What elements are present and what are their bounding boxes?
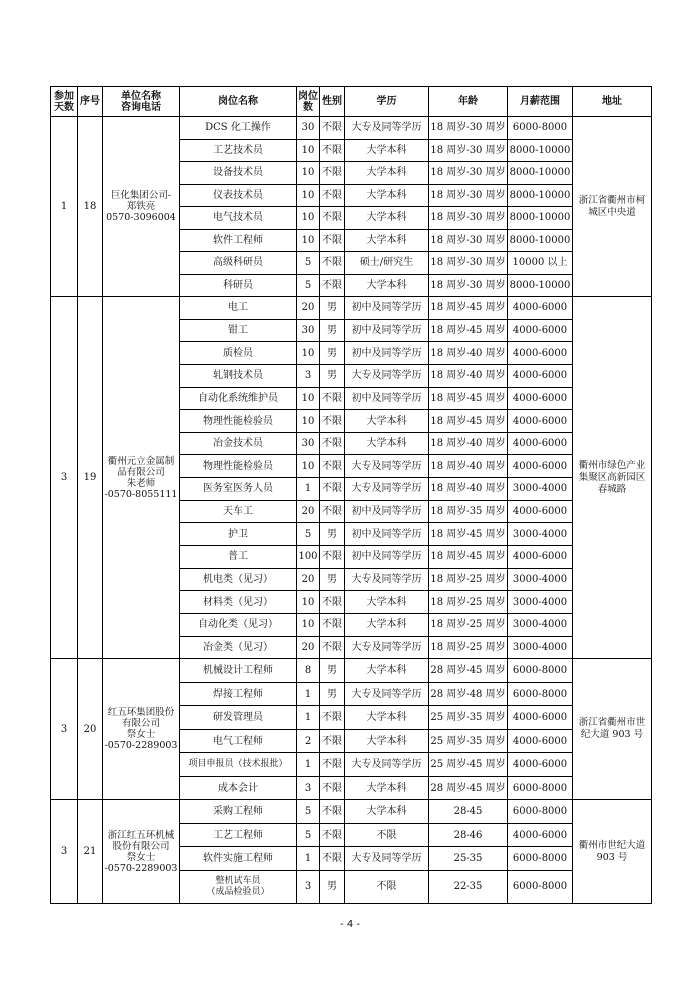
count-cell: 30 <box>297 432 320 455</box>
header-address: 地址 <box>573 87 652 117</box>
age-cell: 18 周岁-25 周岁 <box>429 568 508 591</box>
gender-cell: 不限 <box>320 117 345 140</box>
header-age: 年龄 <box>429 87 508 117</box>
position-cell: 冶金类（见习） <box>180 636 297 659</box>
count-cell: 100 <box>297 546 320 569</box>
education-cell: 大专及同等学历 <box>345 753 429 777</box>
gender-cell: 不限 <box>320 729 345 753</box>
gender-cell: 不限 <box>320 410 345 433</box>
education-cell: 大专及同等学历 <box>345 478 429 501</box>
count-cell: 8 <box>297 659 320 683</box>
gender-cell: 男 <box>320 659 345 683</box>
count-cell: 30 <box>297 117 320 140</box>
position-cell: 工艺技术员 <box>180 139 297 162</box>
header-position: 岗位名称 <box>180 87 297 117</box>
position-cell: 电气技术员 <box>180 207 297 230</box>
age-cell: 18 周岁-35 周岁 <box>429 500 508 523</box>
gender-cell: 不限 <box>320 847 345 871</box>
age-cell: 28-46 <box>429 823 508 847</box>
gender-cell: 不限 <box>320 252 345 275</box>
education-cell: 大专及同等学历 <box>345 117 429 140</box>
education-cell: 大学本科 <box>345 184 429 207</box>
company-cell: 衢州元立金属制 品有限公司 朱老师 -0570-8055111 <box>103 297 180 659</box>
salary-cell: 6000-8000 <box>508 776 573 800</box>
gender-cell: 不限 <box>320 500 345 523</box>
salary-cell: 4000-6000 <box>508 319 573 342</box>
age-cell: 18 周岁-30 周岁 <box>429 252 508 275</box>
salary-cell: 6000-8000 <box>508 682 573 706</box>
education-cell: 大专及同等学历 <box>345 847 429 871</box>
salary-cell: 8000-10000 <box>508 139 573 162</box>
education-cell: 大学本科 <box>345 139 429 162</box>
age-cell: 18 周岁-40 周岁 <box>429 342 508 365</box>
header-company: 单位名称 咨询电话 <box>103 87 180 117</box>
position-cell: 整机试车员 （成品检验员） <box>180 870 297 903</box>
age-cell: 25-35 <box>429 847 508 871</box>
position-cell: 软件实施工程师 <box>180 847 297 871</box>
count-cell: 3 <box>297 870 320 903</box>
education-cell: 大学本科 <box>345 207 429 230</box>
education-cell: 大学本科 <box>345 274 429 297</box>
seq-cell: 20 <box>78 659 103 800</box>
age-cell: 18 周岁-30 周岁 <box>429 207 508 230</box>
gender-cell: 不限 <box>320 184 345 207</box>
count-cell: 10 <box>297 455 320 478</box>
position-cell: 医务室医务人员 <box>180 478 297 501</box>
gender-cell: 男 <box>320 297 345 320</box>
education-cell: 大专及同等学历 <box>345 364 429 387</box>
address-cell: 衢州市世纪大道 903 号 <box>573 800 652 904</box>
salary-cell: 3000-4000 <box>508 591 573 614</box>
education-cell: 初中及同等学历 <box>345 342 429 365</box>
salary-cell: 4000-6000 <box>508 500 573 523</box>
age-cell: 28 周岁-48 周岁 <box>429 682 508 706</box>
count-cell: 10 <box>297 410 320 433</box>
address-cell: 浙江省衢州市柯 城区中央道 <box>573 117 652 297</box>
age-cell: 18 周岁-25 周岁 <box>429 636 508 659</box>
position-cell: 机电类（见习） <box>180 568 297 591</box>
age-cell: 18 周岁-40 周岁 <box>429 364 508 387</box>
age-cell: 18 周岁-45 周岁 <box>429 410 508 433</box>
gender-cell: 不限 <box>320 546 345 569</box>
age-cell: 25 周岁-35 周岁 <box>429 706 508 730</box>
age-cell: 18 周岁-25 周岁 <box>429 591 508 614</box>
days-cell: 3 <box>51 297 78 659</box>
gender-cell: 男 <box>320 364 345 387</box>
count-cell: 1 <box>297 478 320 501</box>
education-cell: 初中及同等学历 <box>345 500 429 523</box>
position-cell: 质检员 <box>180 342 297 365</box>
position-cell: 焊接工程师 <box>180 682 297 706</box>
salary-cell: 8000-10000 <box>508 229 573 252</box>
position-cell: 天车工 <box>180 500 297 523</box>
education-cell: 初中及同等学历 <box>345 523 429 546</box>
education-cell: 大专及同等学历 <box>345 455 429 478</box>
position-cell: 科研员 <box>180 274 297 297</box>
age-cell: 18 周岁-40 周岁 <box>429 432 508 455</box>
position-cell: 设备技术员 <box>180 162 297 185</box>
gender-cell: 男 <box>320 319 345 342</box>
gender-cell: 不限 <box>320 636 345 659</box>
position-cell: 软件工程师 <box>180 229 297 252</box>
table-body <box>51 117 652 904</box>
salary-cell: 4000-6000 <box>508 455 573 478</box>
salary-cell: 4000-6000 <box>508 729 573 753</box>
salary-cell: 3000-4000 <box>508 523 573 546</box>
page-number: - 4 - <box>340 919 360 930</box>
header-seq: 序号 <box>78 87 103 117</box>
position-cell: 自动化类（见习） <box>180 613 297 636</box>
education-cell: 大学本科 <box>345 591 429 614</box>
position-cell: 轧钢技术员 <box>180 364 297 387</box>
salary-cell: 4000-6000 <box>508 410 573 433</box>
header-education: 学历 <box>345 87 429 117</box>
days-cell: 1 <box>51 117 78 297</box>
education-cell: 大学本科 <box>345 776 429 800</box>
gender-cell: 男 <box>320 568 345 591</box>
count-cell: 5 <box>297 252 320 275</box>
position-cell: 自动化系统维护员 <box>180 387 297 410</box>
salary-cell: 3000-4000 <box>508 478 573 501</box>
education-cell: 大学本科 <box>345 613 429 636</box>
position-cell: DCS 化工操作 <box>180 117 297 140</box>
position-cell: 项目申报员（技术报批） <box>180 753 297 777</box>
salary-cell: 6000-8000 <box>508 117 573 140</box>
seq-cell: 21 <box>78 800 103 904</box>
count-cell: 5 <box>297 823 320 847</box>
gender-cell: 不限 <box>320 823 345 847</box>
education-cell: 大专及同等学历 <box>345 682 429 706</box>
salary-cell: 4000-6000 <box>508 753 573 777</box>
count-cell: 20 <box>297 297 320 320</box>
position-cell: 电工 <box>180 297 297 320</box>
position-cell: 高级科研员 <box>180 252 297 275</box>
position-cell: 钳工 <box>180 319 297 342</box>
position-cell: 仪表技术员 <box>180 184 297 207</box>
salary-cell: 3000-4000 <box>508 636 573 659</box>
gender-cell: 男 <box>320 682 345 706</box>
table-row <box>51 800 652 824</box>
count-cell: 1 <box>297 753 320 777</box>
position-cell: 物理性能检验员 <box>180 410 297 433</box>
position-cell: 普工 <box>180 546 297 569</box>
position-cell: 冶金技术员 <box>180 432 297 455</box>
education-cell: 初中及同等学历 <box>345 297 429 320</box>
salary-cell: 6000-8000 <box>508 659 573 683</box>
count-cell: 2 <box>297 729 320 753</box>
count-cell: 10 <box>297 613 320 636</box>
education-cell: 大学本科 <box>345 659 429 683</box>
gender-cell: 不限 <box>320 776 345 800</box>
position-cell: 材料类（见习） <box>180 591 297 614</box>
age-cell: 18 周岁-40 周岁 <box>429 455 508 478</box>
gender-cell: 男 <box>320 870 345 903</box>
age-cell: 22-35 <box>429 870 508 903</box>
count-cell: 10 <box>297 591 320 614</box>
header-salary: 月薪范围 <box>508 87 573 117</box>
gender-cell: 不限 <box>320 387 345 410</box>
education-cell: 大学本科 <box>345 432 429 455</box>
salary-cell: 8000-10000 <box>508 162 573 185</box>
count-cell: 10 <box>297 139 320 162</box>
salary-cell: 4000-6000 <box>508 546 573 569</box>
seq-cell: 19 <box>78 297 103 659</box>
gender-cell: 不限 <box>320 753 345 777</box>
count-cell: 10 <box>297 229 320 252</box>
age-cell: 18 周岁-45 周岁 <box>429 319 508 342</box>
gender-cell: 不限 <box>320 162 345 185</box>
count-cell: 1 <box>297 682 320 706</box>
count-cell: 10 <box>297 207 320 230</box>
seq-cell: 18 <box>78 117 103 297</box>
table-row <box>51 117 652 140</box>
header-days: 参加天数 <box>51 87 78 117</box>
age-cell: 18 周岁-45 周岁 <box>429 523 508 546</box>
gender-cell: 男 <box>320 523 345 546</box>
count-cell: 10 <box>297 387 320 410</box>
education-cell: 初中及同等学历 <box>345 319 429 342</box>
days-cell: 3 <box>51 800 78 904</box>
recruitment-table <box>50 86 652 904</box>
gender-cell: 不限 <box>320 706 345 730</box>
position-cell: 成本会计 <box>180 776 297 800</box>
count-cell: 10 <box>297 342 320 365</box>
salary-cell: 4000-6000 <box>508 706 573 730</box>
salary-cell: 3000-4000 <box>508 568 573 591</box>
position-cell: 机械设计工程师 <box>180 659 297 683</box>
count-cell: 1 <box>297 847 320 871</box>
position-cell: 护卫 <box>180 523 297 546</box>
count-cell: 5 <box>297 800 320 824</box>
company-cell: 浙江红五环机械 股份有限公司 祭女士 -0570-2289003 <box>103 800 180 904</box>
age-cell: 18 周岁-40 周岁 <box>429 478 508 501</box>
count-cell: 10 <box>297 184 320 207</box>
education-cell: 初中及同等学历 <box>345 546 429 569</box>
education-cell: 硕士/研究生 <box>345 252 429 275</box>
days-cell: 3 <box>51 659 78 800</box>
gender-cell: 男 <box>320 342 345 365</box>
education-cell: 大学本科 <box>345 229 429 252</box>
education-cell: 大学本科 <box>345 410 429 433</box>
gender-cell: 不限 <box>320 207 345 230</box>
education-cell: 不限 <box>345 870 429 903</box>
company-cell: 巨化集团公司- 郑铁亮 0570-3096004 <box>103 117 180 297</box>
count-cell: 3 <box>297 364 320 387</box>
table-row <box>51 297 652 320</box>
salary-cell: 6000-8000 <box>508 847 573 871</box>
gender-cell: 不限 <box>320 455 345 478</box>
salary-cell: 4000-6000 <box>508 342 573 365</box>
count-cell: 5 <box>297 274 320 297</box>
age-cell: 25 周岁-45 周岁 <box>429 753 508 777</box>
salary-cell: 4000-6000 <box>508 364 573 387</box>
position-cell: 物理性能检验员 <box>180 455 297 478</box>
position-cell: 采购工程师 <box>180 800 297 824</box>
age-cell: 18 周岁-30 周岁 <box>429 184 508 207</box>
count-cell: 20 <box>297 568 320 591</box>
education-cell: 大学本科 <box>345 706 429 730</box>
header-gender: 性别 <box>320 87 345 117</box>
salary-cell: 8000-10000 <box>508 184 573 207</box>
age-cell: 18 周岁-30 周岁 <box>429 274 508 297</box>
education-cell: 大专及同等学历 <box>345 568 429 591</box>
education-cell: 大学本科 <box>345 800 429 824</box>
gender-cell: 不限 <box>320 139 345 162</box>
salary-cell: 6000-8000 <box>508 800 573 824</box>
count-cell: 20 <box>297 500 320 523</box>
salary-cell: 4000-6000 <box>508 823 573 847</box>
education-cell: 大专及同等学历 <box>345 636 429 659</box>
address-cell: 衢州市绿色产业 集聚区高新园区 春城路 <box>573 297 652 659</box>
education-cell: 初中及同等学历 <box>345 387 429 410</box>
gender-cell: 不限 <box>320 613 345 636</box>
header-count: 岗位数 <box>297 87 320 117</box>
gender-cell: 不限 <box>320 478 345 501</box>
salary-cell: 6000-8000 <box>508 870 573 903</box>
gender-cell: 不限 <box>320 591 345 614</box>
age-cell: 18 周岁-30 周岁 <box>429 162 508 185</box>
age-cell: 18 周岁-30 周岁 <box>429 117 508 140</box>
salary-cell: 8000-10000 <box>508 207 573 230</box>
salary-cell: 4000-6000 <box>508 387 573 410</box>
count-cell: 20 <box>297 636 320 659</box>
age-cell: 25 周岁-35 周岁 <box>429 729 508 753</box>
salary-cell: 4000-6000 <box>508 297 573 320</box>
age-cell: 18 周岁-45 周岁 <box>429 387 508 410</box>
position-cell: 电气工程师 <box>180 729 297 753</box>
gender-cell: 不限 <box>320 229 345 252</box>
age-cell: 28 周岁-45 周岁 <box>429 776 508 800</box>
position-cell: 工艺工程师 <box>180 823 297 847</box>
education-cell: 大学本科 <box>345 162 429 185</box>
position-cell: 研发管理员 <box>180 706 297 730</box>
age-cell: 28 周岁-45 周岁 <box>429 659 508 683</box>
age-cell: 18 周岁-30 周岁 <box>429 139 508 162</box>
count-cell: 10 <box>297 162 320 185</box>
age-cell: 18 周岁-45 周岁 <box>429 297 508 320</box>
education-cell: 大学本科 <box>345 729 429 753</box>
salary-cell: 3000-4000 <box>508 613 573 636</box>
gender-cell: 不限 <box>320 800 345 824</box>
count-cell: 30 <box>297 319 320 342</box>
gender-cell: 不限 <box>320 274 345 297</box>
salary-cell: 8000-10000 <box>508 274 573 297</box>
age-cell: 18 周岁-25 周岁 <box>429 613 508 636</box>
count-cell: 1 <box>297 706 320 730</box>
education-cell: 不限 <box>345 823 429 847</box>
header-row <box>51 87 652 117</box>
gender-cell: 不限 <box>320 432 345 455</box>
company-cell: 红五环集团股份 有限公司 祭女士 -0570-2289003 <box>103 659 180 800</box>
address-cell: 浙江省衢州市世 纪大道 903 号 <box>573 659 652 800</box>
age-cell: 18 周岁-45 周岁 <box>429 546 508 569</box>
count-cell: 5 <box>297 523 320 546</box>
age-cell: 18 周岁-30 周岁 <box>429 229 508 252</box>
table-row <box>51 659 652 683</box>
salary-cell: 4000-6000 <box>508 432 573 455</box>
count-cell: 3 <box>297 776 320 800</box>
age-cell: 28-45 <box>429 800 508 824</box>
salary-cell: 10000 以上 <box>508 252 573 275</box>
